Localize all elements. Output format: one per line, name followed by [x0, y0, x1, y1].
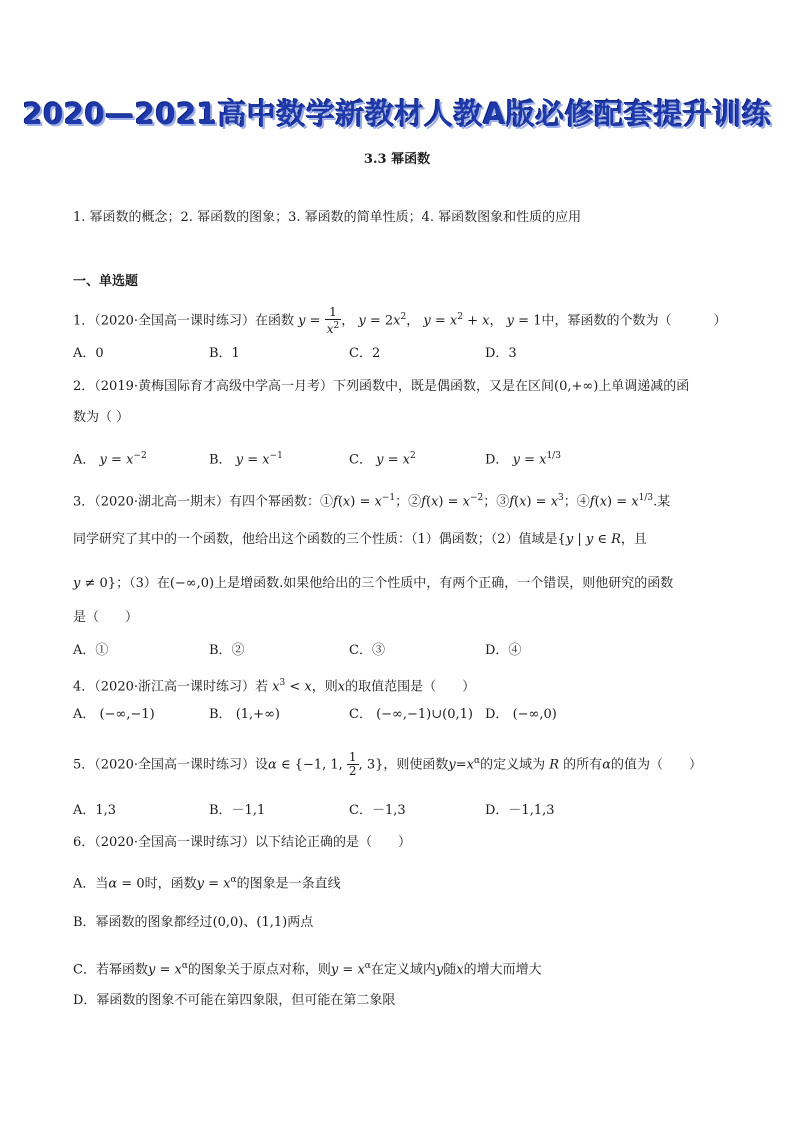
option-d[interactable]: D．－1,1,3 — [485, 803, 555, 818]
question-6-choice-b[interactable]: B．幂函数的图象都经过(0,0)、(1,1)两点 — [73, 915, 314, 930]
question-1-stem: 1．（2020·全国高一课时练习）在函数 y = $\frac{1}{x^2}$ ， $y = 2x^2$， $y = x^2 + x$， y = 1中，幂函数的个数为（ ） — [73, 305, 727, 336]
option-b[interactable]: B．－1,1 — [209, 803, 266, 818]
option-a[interactable]: A． $y = x^{-2}$ — [73, 451, 147, 468]
option-b[interactable]: B．② — [209, 643, 245, 658]
question-3-stem-line-2: 同学研究了其中的一个函数，他给出这个函数的三个性质：（1）偶函数；（2）值域是{y | y ∈ R，且 — [73, 532, 647, 547]
question-2-stem: 2．（2019·黄梅国际育才高级中学高一月考）下列函数中，既是偶函数，又是在区间(0,+∞)上单调递减的函 — [73, 379, 690, 394]
question-6-choice-a[interactable]: A．当α = 0时，函数$y = x^\alpha$的图象是一条直线 — [73, 875, 341, 892]
option-a[interactable]: A．① — [73, 643, 109, 658]
option-d[interactable]: D．3 — [485, 346, 517, 361]
question-4-stem: 4．（2020·浙江高一课时练习）若 $x^3 < x$，则x的取值范围是（ ） — [73, 678, 476, 695]
question-3-stem: 3．（2020·湖北高一期末）有四个幂函数：①f(x) = $x^{-1}$；②f(x) = $x^{-2}$；③f(x) = $x^3$；④f(x) = $x^{1/3}$.某 — [73, 493, 671, 510]
option-a[interactable]: A． (−∞,−1) — [73, 707, 155, 722]
question-3-stem-line-3: y ≠ 0}；（3）在(−∞,0)上是增函数.如果他给出的三个性质中，有两个正确，一个错误，则他研究的函数 — [73, 576, 674, 591]
question-6-stem: 6．（2020·全国高一课时练习）以下结论正确的是（ ） — [73, 835, 412, 850]
banner-title: 2020—2021高中数学新教材人教A版必修配套提升训练 — [22, 97, 772, 131]
option-b[interactable]: B．1 — [209, 346, 240, 361]
option-c[interactable]: C．③ — [349, 643, 385, 658]
question-3-stem-line-4: 是（ ） — [73, 610, 139, 625]
option-d[interactable]: D． (−∞,0) — [485, 707, 557, 722]
question-6-choice-c[interactable]: C．若幂函数$y = x^\alpha$的图象关于原点对称，则$y = x^\alpha$在定义域内y随x的增大而增大 — [73, 961, 542, 978]
question-6-choice-d[interactable]: D．幂函数的图象不可能在第四象限，但可能在第二象限 — [73, 993, 396, 1008]
option-a[interactable]: A．1,3 — [73, 803, 117, 818]
section-title: 3.3 幂函数 — [363, 152, 431, 167]
option-c[interactable]: C．－1,3 — [349, 803, 406, 818]
option-c[interactable]: C．2 — [349, 346, 381, 361]
option-c[interactable]: C． (−∞,−1)∪(0,1) — [349, 707, 473, 722]
question-5-stem: 5．（2020·全国高一课时练习）设α ∈ {−1, 1, $\frac{1}{2}$ , 3}，则使函数$y=x^\alpha$的定义域为 R 的所有α的值为（ ） — [73, 750, 702, 779]
option-d[interactable]: D．④ — [485, 643, 522, 658]
option-b[interactable]: B． (1,+∞) — [209, 707, 280, 722]
option-b[interactable]: B． $y = x^{-1}$ — [209, 451, 283, 468]
option-a[interactable]: A．0 — [73, 346, 104, 361]
topic-outline: 1. 幂函数的概念；2. 幂函数的图象；3. 幂函数的简单性质；4. 幂函数图象和性质的应用 — [73, 210, 582, 225]
option-c[interactable]: C． $y = x^2$ — [349, 451, 416, 468]
question-2-stem-cont: 数为（ ） — [73, 410, 130, 425]
option-d[interactable]: D． $y = x^{1/3}$ — [485, 451, 561, 468]
section-heading: 一、单选题 — [73, 274, 139, 289]
